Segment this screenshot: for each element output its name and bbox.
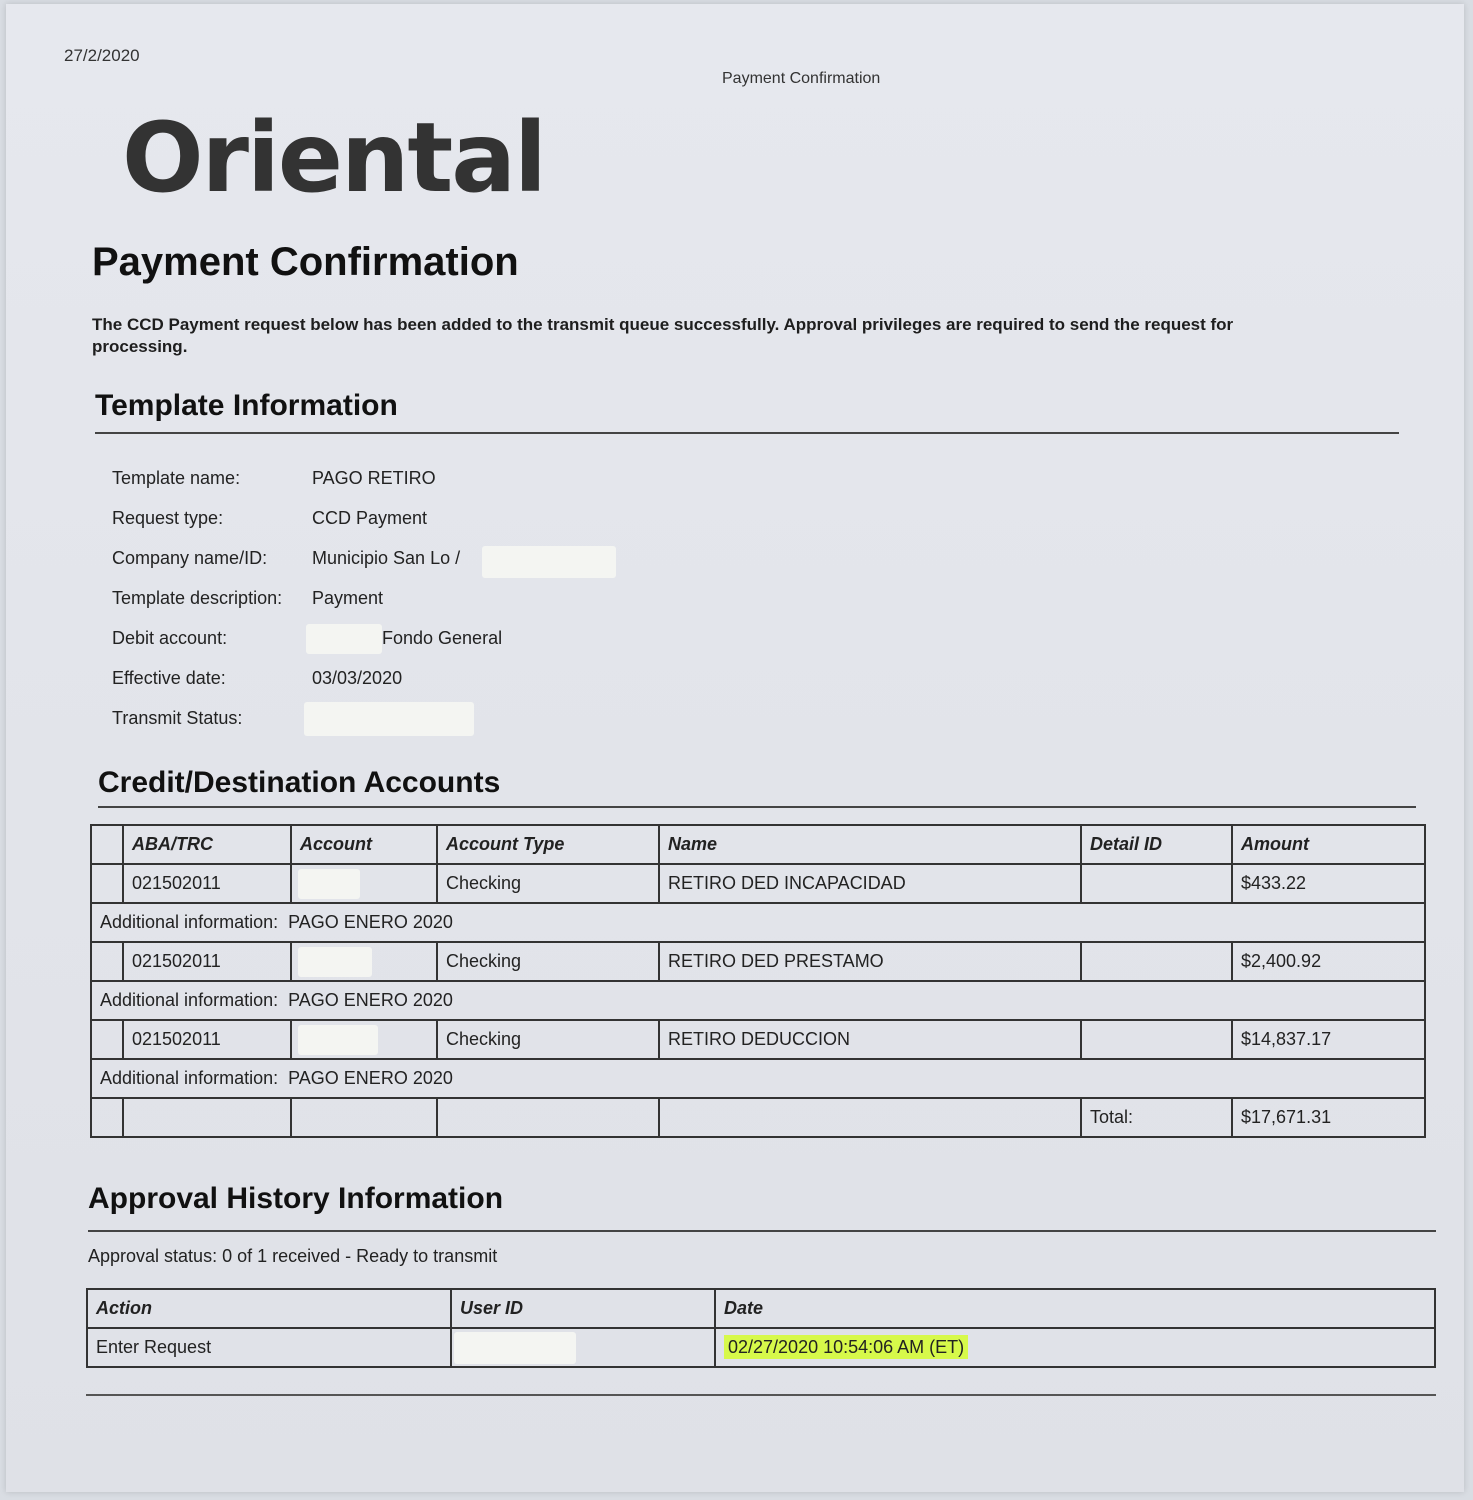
- header-title: Payment Confirmation: [722, 70, 881, 87]
- cell-amount: $14,837.17: [1232, 1020, 1425, 1059]
- field-label: Transmit Status:: [112, 708, 243, 728]
- header-detail-id: Detail ID: [1081, 825, 1232, 864]
- intro-text: The CCD Payment request below has been added to the transmit queue successfully. Approval privileges are required to send the request for processing.: [92, 315, 1234, 356]
- template-info-rule: [95, 432, 1399, 434]
- additional-info-cell: [91, 981, 1425, 1020]
- credit-accounts-heading: Credit/Destination Accounts: [98, 766, 501, 799]
- credit-accounts-rule: [98, 806, 1416, 808]
- row-stub: [91, 942, 123, 981]
- row-stub: [91, 1098, 123, 1137]
- additional-info-value: PAGO ENERO 2020: [288, 912, 453, 932]
- field-value: 03/03/2020: [312, 668, 403, 688]
- cell-detail-id: [1081, 1020, 1232, 1059]
- cell-aba: 021502011: [123, 864, 291, 903]
- empty-cell: [437, 1098, 659, 1137]
- additional-info-cell: [91, 903, 1425, 942]
- row-stub: [91, 864, 123, 903]
- cell-user-id: [451, 1328, 715, 1367]
- field-label: Effective date:: [112, 668, 226, 688]
- field-value: PAGO RETIRO: [312, 468, 436, 488]
- cell-date: [715, 1328, 1435, 1367]
- additional-info-label: Additional information:: [100, 1068, 279, 1088]
- field-label: Company name/ID:: [112, 548, 268, 568]
- template-info-heading: Template Information: [95, 389, 398, 422]
- cell-aba: 021502011: [123, 1020, 291, 1059]
- bottom-rule: [86, 1394, 1436, 1396]
- document-page: [6, 4, 1464, 1492]
- cell-name: RETIRO DED INCAPACIDAD: [659, 864, 1081, 903]
- redaction: [298, 869, 360, 899]
- row-stub: [91, 1020, 123, 1059]
- header-action: Action: [87, 1289, 451, 1328]
- table-header-row: [87, 1289, 1435, 1328]
- header-stub: [91, 825, 123, 864]
- cell-account: [291, 864, 437, 903]
- total-label: Total:: [1081, 1098, 1232, 1137]
- approval-history-heading: Approval History Information: [88, 1182, 504, 1215]
- header-user-id: User ID: [451, 1289, 715, 1328]
- credit-accounts-table: [90, 824, 1426, 1138]
- field-value: CCD Payment: [312, 508, 428, 528]
- header-account-type: Account Type: [437, 825, 659, 864]
- field-value: Fondo General: [382, 628, 503, 648]
- oriental-logo: Oriental: [122, 102, 545, 214]
- table-header-row: [91, 825, 1425, 864]
- highlighted-date: 02/27/2020 10:54:06 AM (ET): [724, 1335, 968, 1359]
- cell-amount: $2,400.92: [1232, 942, 1425, 981]
- cell-account: [291, 1020, 437, 1059]
- header-amount: Amount: [1232, 825, 1425, 864]
- cell-account-type: Checking: [437, 1020, 659, 1059]
- total-row: [91, 1098, 1425, 1137]
- table-row: [91, 1020, 1425, 1059]
- redaction: [454, 1332, 576, 1364]
- redaction: [306, 624, 382, 654]
- additional-info-value: PAGO ENERO 2020: [288, 1068, 453, 1088]
- field-value: Municipio San Lo /: [312, 548, 461, 568]
- cell-aba: 021502011: [123, 942, 291, 981]
- additional-info-label: Additional information:: [100, 912, 279, 932]
- print-date: 27/2/2020: [64, 46, 140, 65]
- header-account: Account: [291, 825, 437, 864]
- additional-info-cell: [91, 1059, 1425, 1098]
- additional-info-value: PAGO ENERO 2020: [288, 990, 453, 1010]
- header-aba: ABA/TRC: [123, 825, 291, 864]
- cell-name: RETIRO DED PRESTAMO: [659, 942, 1081, 981]
- redaction: [482, 546, 616, 578]
- cell-name: RETIRO DEDUCCION: [659, 1020, 1081, 1059]
- additional-info-label: Additional information:: [100, 990, 279, 1010]
- field-label: Template name:: [112, 468, 241, 488]
- approval-status: Approval status: 0 of 1 received - Ready to transmit: [88, 1246, 498, 1266]
- cell-amount: $433.22: [1232, 864, 1425, 903]
- empty-cell: [123, 1098, 291, 1137]
- redaction: [298, 947, 372, 977]
- redaction: [304, 702, 474, 736]
- approval-history-table: [86, 1288, 1436, 1368]
- empty-cell: [291, 1098, 437, 1137]
- cell-account: [291, 942, 437, 981]
- empty-cell: [659, 1098, 1081, 1137]
- additional-info-row: [91, 981, 1425, 1020]
- cell-detail-id: [1081, 942, 1232, 981]
- table-row: [87, 1328, 1435, 1367]
- field-value: Payment: [312, 588, 384, 608]
- header-name: Name: [659, 825, 1081, 864]
- field-label: Request type:: [112, 508, 224, 528]
- table-row: [91, 942, 1425, 981]
- additional-info-row: [91, 1059, 1425, 1098]
- cell-detail-id: [1081, 864, 1232, 903]
- cell-account-type: Checking: [437, 864, 659, 903]
- table-row: [91, 864, 1425, 903]
- approval-history-rule: [88, 1230, 1436, 1232]
- header-date: Date: [715, 1289, 1435, 1328]
- template-info-fields: [112, 468, 812, 748]
- cell-action: Enter Request: [87, 1328, 451, 1367]
- cell-account-type: Checking: [437, 942, 659, 981]
- field-label: Template description:: [112, 588, 283, 608]
- total-value: $17,671.31: [1232, 1098, 1425, 1137]
- additional-info-row: [91, 903, 1425, 942]
- field-label: Debit account:: [112, 628, 228, 648]
- page-title: Payment Confirmation: [92, 240, 519, 284]
- redaction: [298, 1025, 378, 1055]
